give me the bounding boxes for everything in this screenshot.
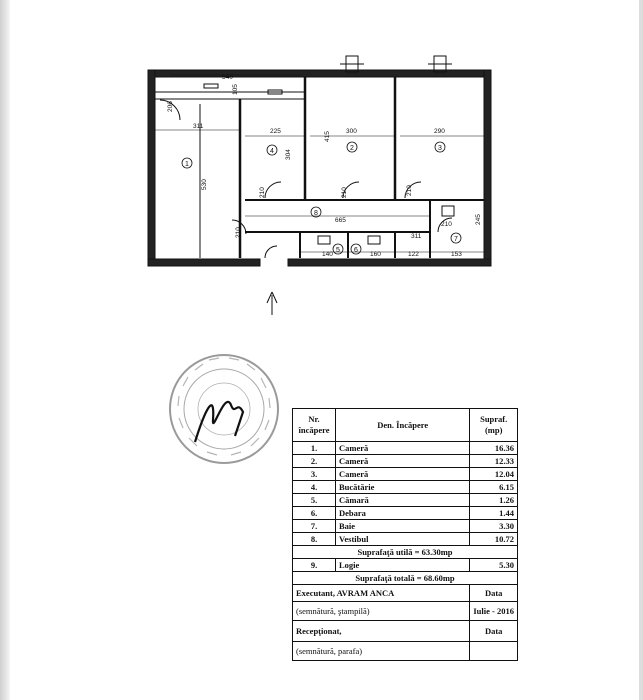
room-number-1: 1 bbox=[185, 161, 189, 168]
dim-label-3: 206 bbox=[167, 101, 174, 112]
dim-label-14: 210 bbox=[441, 221, 452, 228]
data-label: Data bbox=[470, 585, 518, 602]
semnatura-stampila: (semnătură, ştampilă) bbox=[293, 602, 470, 621]
signature-mark bbox=[195, 402, 243, 442]
cell-nr: 3. bbox=[293, 468, 336, 481]
cell-nr: 7. bbox=[293, 520, 336, 533]
dim-label-11: 665 bbox=[335, 217, 346, 224]
room-number-2: 2 bbox=[350, 145, 354, 152]
cell-mp: 12.04 bbox=[470, 468, 518, 481]
room-number-3: 3 bbox=[438, 145, 442, 152]
header-nr: Nr. încăpere bbox=[293, 409, 336, 442]
cell-den: Cameră bbox=[336, 455, 470, 468]
cell-nr: 6. bbox=[293, 507, 336, 520]
cell-mp: 5.30 bbox=[470, 559, 518, 572]
stamp-seal bbox=[165, 350, 283, 468]
cell-den: Cameră bbox=[336, 442, 470, 455]
executant-label: Executant, AVRAM ANCA bbox=[293, 585, 470, 602]
table-row bbox=[293, 481, 518, 494]
room-number-8: 8 bbox=[314, 210, 318, 217]
cell-mp: 6.15 bbox=[470, 481, 518, 494]
dim-label-22: 210 bbox=[406, 185, 413, 196]
dim-label-16: 160 bbox=[370, 251, 381, 258]
cell-nr: 4. bbox=[293, 481, 336, 494]
dim-label-21: 210 bbox=[341, 187, 348, 198]
suprafata-utila-row bbox=[293, 546, 518, 559]
data-label-2: Data bbox=[470, 621, 518, 642]
wall-bottom-right bbox=[288, 259, 491, 266]
empty-cell bbox=[470, 642, 518, 661]
suprafata-totala-row bbox=[293, 572, 518, 585]
header-supraf: Supraf. (mp) bbox=[470, 409, 518, 442]
cell-den: Baie bbox=[336, 520, 470, 533]
room-number-7: 7 bbox=[454, 236, 458, 243]
floor-plan bbox=[0, 0, 643, 330]
dim-label-20: 210 bbox=[235, 227, 242, 238]
table-row bbox=[293, 468, 518, 481]
cell-nr: 8. bbox=[293, 533, 336, 546]
cell-mp: 12.33 bbox=[470, 455, 518, 468]
cell-nr: 5. bbox=[293, 494, 336, 507]
table-row bbox=[293, 533, 518, 546]
wall-right bbox=[484, 70, 491, 266]
table-row bbox=[293, 507, 518, 520]
room-number-4: 4 bbox=[270, 148, 274, 155]
table-header-row bbox=[293, 409, 518, 442]
dim-label-5: 225 bbox=[270, 128, 281, 135]
table-row bbox=[293, 455, 518, 468]
cell-mp: 10.72 bbox=[470, 533, 518, 546]
cell-den: Cămară bbox=[336, 494, 470, 507]
suprafata-utila: Suprafaţă utilă = 63.30mp bbox=[293, 546, 518, 559]
dim-label-12: 210 bbox=[259, 187, 266, 198]
room-number-5: 5 bbox=[336, 247, 340, 254]
room-number-6: 6 bbox=[354, 247, 358, 254]
dim-label-15: 140 bbox=[322, 251, 333, 258]
dim-label-19: 245 bbox=[475, 214, 482, 225]
semnatura-parafa: (semnătură, parafa) bbox=[293, 642, 470, 661]
cell-nr: 1. bbox=[293, 442, 336, 455]
cell-mp: 1.44 bbox=[470, 507, 518, 520]
executant-row bbox=[293, 585, 518, 602]
cell-den: Bucătărie bbox=[336, 481, 470, 494]
dim-label-6: 300 bbox=[346, 128, 357, 135]
area-table bbox=[292, 408, 518, 661]
header-den: Den. Încăpere bbox=[336, 409, 470, 442]
table-row bbox=[293, 494, 518, 507]
cell-den: Debara bbox=[336, 507, 470, 520]
table-row bbox=[293, 559, 518, 572]
receptionat-label: Recepţionat, bbox=[293, 621, 470, 642]
wall-left bbox=[148, 70, 155, 266]
dim-label-13: 311 bbox=[411, 233, 422, 240]
cell-mp: 16.36 bbox=[470, 442, 518, 455]
table-row bbox=[293, 520, 518, 533]
dim-label-9: 530 bbox=[201, 179, 208, 190]
cell-nr: 2. bbox=[293, 455, 336, 468]
cell-mp: 3.30 bbox=[470, 520, 518, 533]
wall-bottom-left bbox=[148, 259, 260, 266]
cell-nr: 9. bbox=[293, 559, 336, 572]
dim-label-7: 290 bbox=[434, 128, 445, 135]
dim-label-10: 304 bbox=[285, 149, 292, 160]
semnatura-row bbox=[293, 602, 518, 621]
date-value: Iulie - 2016 bbox=[470, 602, 518, 621]
dim-label-1: 540 bbox=[222, 74, 233, 81]
parafa-row bbox=[293, 642, 518, 661]
cell-den: Logie bbox=[336, 559, 470, 572]
table-row bbox=[293, 442, 518, 455]
dim-label-18: 153 bbox=[451, 251, 462, 258]
dim-label-8: 415 bbox=[324, 131, 331, 142]
cell-den: Cameră bbox=[336, 468, 470, 481]
suprafata-totala: Suprafaţă totală = 68.60mp bbox=[293, 572, 518, 585]
cell-den: Vestibul bbox=[336, 533, 470, 546]
dim-label-2: 105 bbox=[232, 84, 239, 95]
cell-mp: 1.26 bbox=[470, 494, 518, 507]
dim-label-4: 311 bbox=[193, 123, 204, 130]
receptionat-row bbox=[293, 621, 518, 642]
wall-top bbox=[148, 70, 491, 77]
dim-label-17: 122 bbox=[408, 251, 419, 258]
